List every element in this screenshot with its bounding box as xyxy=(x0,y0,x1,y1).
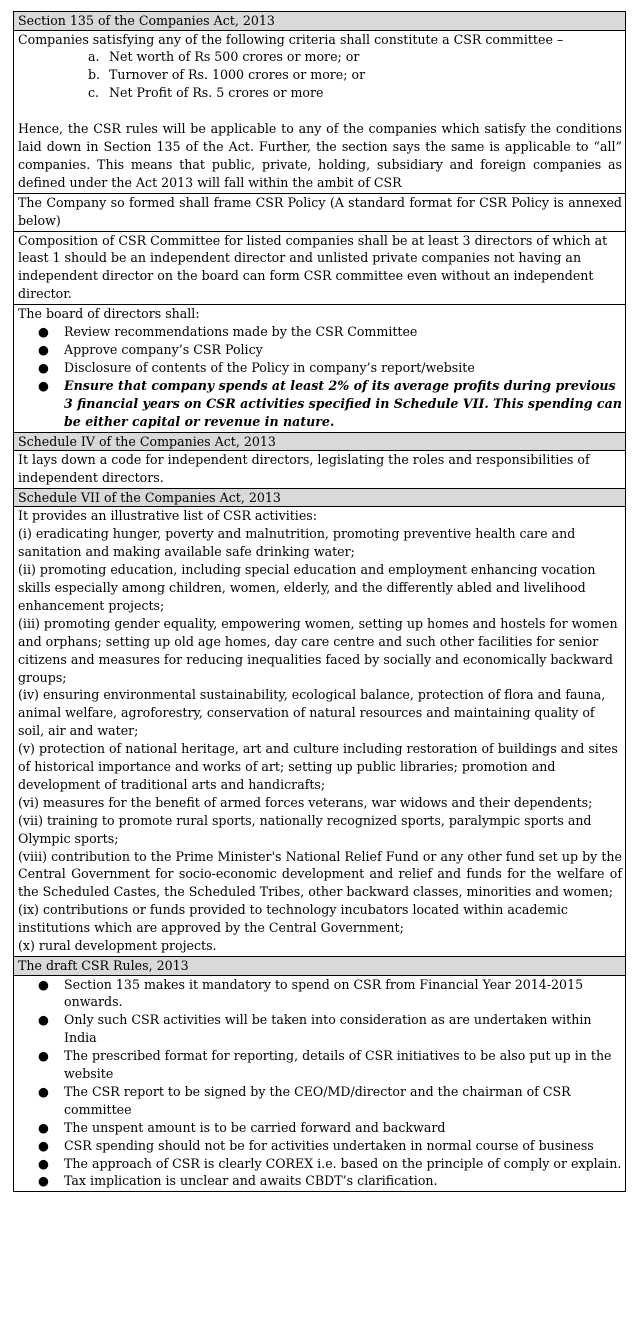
activity-item: (iii) promoting gender equality, empowering women, setting up homes and hostels for women and orphans; setting up old age homes, day care centre and such other facilities for senior citizens and measures for reducing inequalities faced by socially and economically backward groups; xyxy=(18,615,618,685)
list-item: ● Section 135 makes it mandatory to spend on CSR from Financial Year 2014-2015 onwards. xyxy=(38,976,584,1010)
activities-intro: It provides an illustrative list of CSR activities: xyxy=(18,508,317,524)
activity-item: (vii) training to promote rural sports, nationally recognized sports, paralympic sports and Olympic sports; xyxy=(18,812,592,846)
schedule-iv-header-row xyxy=(14,432,626,451)
section-135-header-row xyxy=(14,12,626,31)
schedule-iv-text: It lays down a code for independent directors, legislating the roles and responsibilities of independent directors. xyxy=(14,451,626,489)
activity-item: (vi) measures for the benefit of armed forces veterans, war widows and their dependents; xyxy=(18,794,593,810)
list-item xyxy=(18,377,622,431)
bullet-icon: ● xyxy=(38,1048,49,1064)
list-item: ● Tax implication is unclear and awaits CBDT’s clarification. xyxy=(38,1173,438,1189)
csr-policy-row xyxy=(14,193,626,231)
criteria-item xyxy=(18,48,622,66)
list-item: ● The approach of CSR is clearly COREX i.e. based on the principle of comply or explain. xyxy=(38,1155,622,1171)
csr-policy-text: The Company so formed shall frame CSR Policy (A standard format for CSR Policy is annexed below) xyxy=(14,193,626,231)
criteria-text: Net Profit of Rs. 5 crores or more xyxy=(109,85,324,101)
schedule-vii-row xyxy=(14,507,626,957)
draft-rules-header-row xyxy=(14,957,626,976)
activity-item: (ii) promoting education, including special education and employment enhancing vocation skills especially among children, women, elderly, and the differently abled and livelihood enhancement projects; xyxy=(18,562,596,613)
paragraph-gap xyxy=(18,102,622,120)
bullet-icon: ● xyxy=(38,342,49,357)
activity-item: (i) eradicating hunger, poverty and malnutrition, promoting preventive health care and sanitation and making available safe drinking water; xyxy=(18,526,576,560)
list-item: ● The unspent amount is to be carried forward and backward xyxy=(38,1119,446,1135)
board-duties-intro: The board of directors shall: xyxy=(18,306,200,322)
list-item: ● Disclosure of contents of the Policy in company’s report/website xyxy=(38,359,475,375)
list-item: ● The prescribed format for reporting, details of CSR initiatives to be also put up in the website xyxy=(38,1048,612,1082)
applicability-paragraph: Hence, the CSR rules will be applicable to any of the companies which satisfy the conditions laid down in Section 135 of the Act. Further, the section says the same is applicable to “all” companies. This means that public, private, holding, subsidiary and foreign companies as defined under the Act 2013 will fall within the ambit of CSR xyxy=(18,121,622,190)
schedule-vii-header-row xyxy=(14,488,626,507)
list-item: ● Review recommendations made by the CSR Committee xyxy=(38,324,418,340)
schedule-iv-row xyxy=(14,451,626,489)
list-item: ● Approve company’s CSR Policy xyxy=(38,342,263,357)
activity-item: (v) protection of national heritage, art and culture including restoration of buildings and sites of historical importance and works of art; setting up public libraries; promotion and development of traditional arts and handicrafts; xyxy=(18,741,618,792)
criteria-text: Net worth of Rs 500 crores or more; or xyxy=(109,49,360,65)
csr-document xyxy=(13,11,626,1192)
draft-rules-heading: The draft CSR Rules, 2013 xyxy=(14,957,626,976)
criteria-marker: b. xyxy=(88,67,101,83)
criteria-text: Turnover of Rs. 1000 crores or more; or xyxy=(109,67,366,83)
bullet-icon: ● xyxy=(38,1012,49,1028)
bullet-icon: ● xyxy=(38,377,49,393)
board-duties-list xyxy=(18,323,622,430)
committee-composition-text: Composition of CSR Committee for listed companies shall be at least 3 directors of which at least 1 should be an independent director and unlisted private companies not having an independent director on the board can form CSR committee even without an independent director. xyxy=(14,231,626,305)
list-item: ● The CSR report to be signed by the CEO/MD/director and the chairman of CSR committee xyxy=(38,1083,571,1117)
activity-item: (viii) contribution to the Prime Minister's National Relief Fund or any other fund set up by the Central Government for socio-economic development and relief and funds for the welfare of the Scheduled Castes, the Scheduled Tribes, other backward classes, minorities and women; xyxy=(18,848,622,900)
bullet-icon: ● xyxy=(38,1119,49,1135)
bullet-icon: ● xyxy=(38,1083,49,1099)
criteria-intro: Companies satisfying any of the following criteria shall constitute a CSR committee – xyxy=(18,31,564,47)
csr-table xyxy=(13,11,626,1192)
schedule-iv-heading: Schedule IV of the Companies Act, 2013 xyxy=(14,432,626,451)
criteria-marker: a. xyxy=(88,49,100,65)
csr-spending-emphasis: Ensure that company spends at least 2% of its average profits during previous 3 financial years on CSR activities specified in Schedule VII. This spending can be either capital or revenue in nature. xyxy=(64,377,622,429)
criteria-item xyxy=(18,66,622,84)
bullet-icon: ● xyxy=(38,1173,49,1189)
criteria-item xyxy=(18,84,622,102)
bullet-icon: ● xyxy=(38,976,49,992)
activity-item: (ix) contributions or funds provided to technology incubators located within academic institutions which are approved by the Central Government; xyxy=(18,902,568,936)
draft-rules-list xyxy=(18,976,622,1191)
activity-item: (x) rural development projects. xyxy=(18,938,217,954)
bullet-icon: ● xyxy=(38,359,49,375)
list-item: ● Only such CSR activities will be taken into consideration as are undertaken within India xyxy=(38,1012,592,1046)
schedule-vii-heading: Schedule VII of the Companies Act, 2013 xyxy=(14,488,626,507)
criteria-list xyxy=(18,48,622,102)
bullet-icon: ● xyxy=(38,1155,49,1171)
draft-rules-row xyxy=(14,975,626,1192)
section-135-criteria-row xyxy=(14,30,626,193)
criteria-marker: c. xyxy=(88,85,100,101)
committee-composition-row xyxy=(14,231,626,305)
board-duties-row xyxy=(14,305,626,432)
list-item: ● CSR spending should not be for activities undertaken in normal course of business xyxy=(38,1137,594,1153)
bullet-icon: ● xyxy=(38,324,49,340)
section-135-heading: Section 135 of the Companies Act, 2013 xyxy=(14,12,626,31)
bullet-icon: ● xyxy=(38,1137,49,1153)
activity-item: (iv) ensuring environmental sustainability, ecological balance, protection of flora and fauna, animal welfare, agroforestry, conservation of natural resources and maintaining quality of soil, air and water; xyxy=(18,687,606,739)
